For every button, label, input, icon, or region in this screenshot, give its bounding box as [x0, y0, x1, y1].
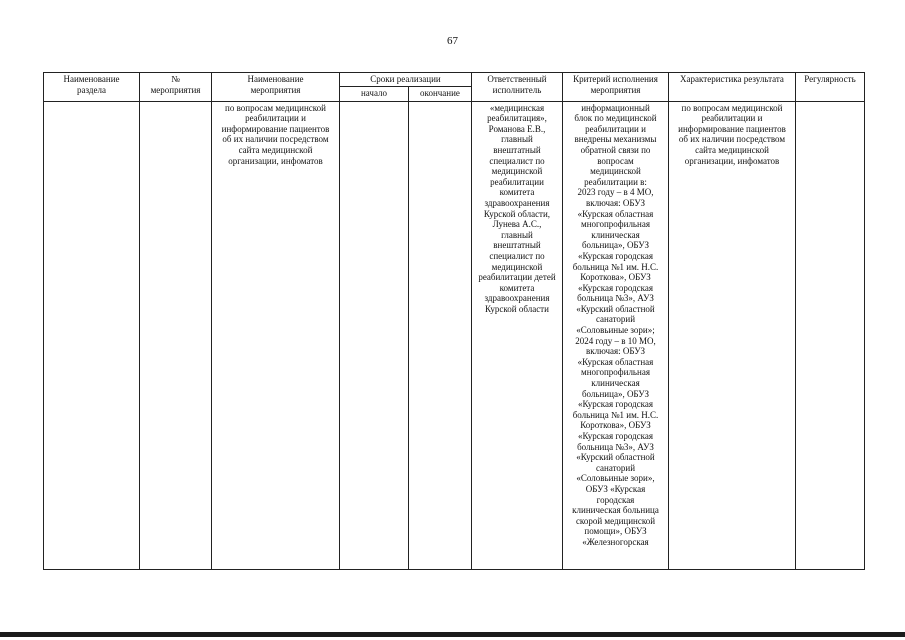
- page-number: 67: [447, 35, 458, 47]
- header-section: Наименование раздела: [44, 73, 140, 102]
- cell-regularity: [796, 101, 865, 569]
- cell-end: [409, 101, 472, 569]
- cell-criterion: информационный блок по медицинской реабилитации и внедрены механизмы обратной связи по вопросам медицинской реабилитации в: 2023 году – в 4 МО, включая: ОБУЗ «Курская областная многопрофильная клиническая больница», ОБУЗ «Курская городская больница №1 им. Н.С. Короткова», ОБУЗ «Курская городская больница №3», АУЗ «Курский областной санаторий «Соловьиные зори»; 2024 году – в 10 МО, включая: ОБУЗ «Курская областная многопрофильная клиническая больница», ОБУЗ «Курская городская больница №1 им. Н.С. Короткова», ОБУЗ «Курская городская больница №3», АУЗ «Курский областной санаторий «Соловьиные зори», ОБУЗ «Курская городская клиническая больница скорой медицинской помощи», ОБУЗ «Железногорская: [563, 101, 669, 569]
- header-terms: Сроки реализации: [340, 73, 472, 87]
- table-row: [44, 101, 865, 569]
- cell-start: [340, 101, 409, 569]
- header-start: начало: [340, 86, 409, 101]
- cell-event: по вопросам медицинской реабилитации и информирование пациентов об их наличии посредством сайта медицинской организации, инфоматов: [212, 101, 340, 569]
- header-regularity: Регулярность: [796, 73, 865, 102]
- header-number: № мероприятия: [140, 73, 212, 102]
- scan-edge-divider: [0, 632, 905, 637]
- header-end: окончание: [409, 86, 472, 101]
- header-criterion: Критерий исполнения мероприятия: [563, 73, 669, 102]
- cell-result: по вопросам медицинской реабилитации и информирование пациентов об их наличии посредством сайта медицинской организации, инфоматов: [669, 101, 796, 569]
- header-event: Наименование мероприятия: [212, 73, 340, 102]
- cell-number: [140, 101, 212, 569]
- cell-section: [44, 101, 140, 569]
- activities-table: [43, 72, 865, 570]
- header-result: Характеристика результата: [669, 73, 796, 102]
- cell-executor: «медицинская реабилитация», Романова Е.В., главный внештатный специалист по медицинской реабилитации комитета здравоохранения Курской области, Лунева А.С., главный внештатный специалист по медицинской реабилитации детей комитета здравоохранения Курской области: [472, 101, 563, 569]
- header-executor: Ответственный исполнитель: [472, 73, 563, 102]
